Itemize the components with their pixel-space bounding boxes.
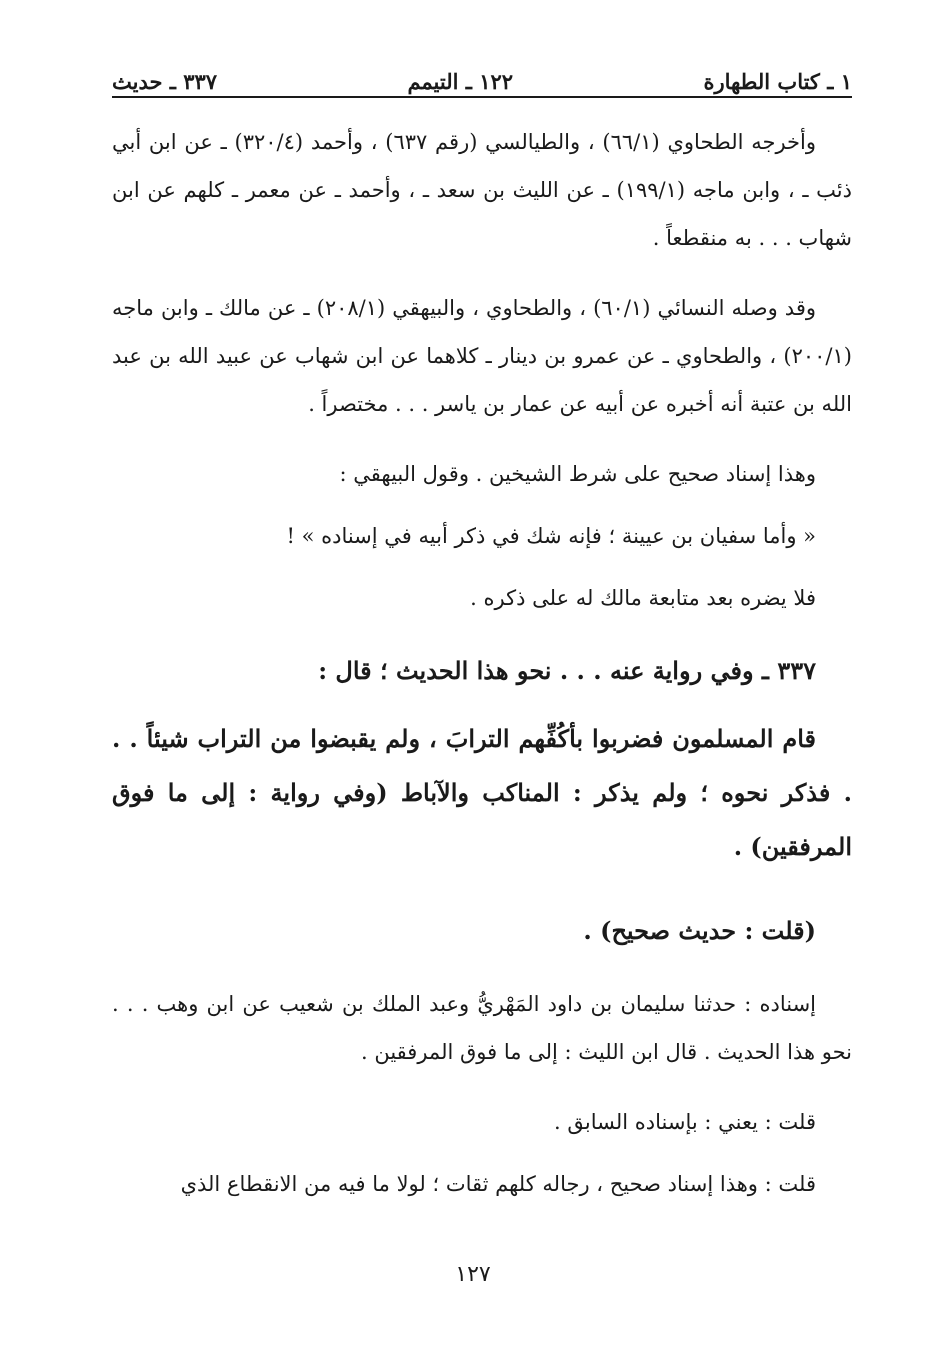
paragraph-final: قلت : وهذا إسناد صحيح ، رجاله كلهم ثقات ؛ لولا ما فيه من الانقطاع الذي — [180, 1172, 816, 1196]
page-body — [112, 118, 852, 1208]
hadith-grade: (قلت : حديث صحيح) . — [583, 916, 816, 945]
hadith-heading: ٣٣٧ ـ وفي رواية عنه . . . نحو هذا الحديث ؛ قال : — [318, 656, 816, 685]
header-hadith-number: ٣٣٧ ـ حديث — [112, 69, 218, 94]
header-rule — [112, 96, 852, 98]
paragraph-note: قلت : يعني : بإسناده السابق . — [554, 1110, 816, 1134]
hadith-text: قام المسلمون فضربوا بأكُفِّهم الترابَ ، ولم يقبضوا من التراب شيئاً . . . فذكر نحوه ؛ ولم يذكر : المناكب والآباط (وفي رواية : إلى ما فوق المرفقين) . — [112, 724, 852, 861]
running-header — [112, 58, 852, 94]
paragraph-takhrij: وأخرجه الطحاوي (٦٦/١) ، والطيالسي (رقم ٦٣٧) ، وأحمد (٣٢٠/٤) ـ عن ابن أبي ذئب ـ ، وابن ماجه (١٩٩/١) ـ عن الليث بن سعد ـ ، وأحمد ـ عن معمر ـ كلهم عن ابن شهاب . . . به منقطعاً . — [112, 130, 852, 250]
header-book-title: ١ ـ كتاب الطهارة — [703, 69, 852, 94]
paragraph-isnad: إسناده : حدثنا سليمان بن داود المَهْريُّ وعبد الملك بن شعيب عن ابن وهب . . . نحو هذا الحديث . قال ابن الليث : إلى ما فوق المرفقين . — [112, 992, 852, 1064]
page-number: ١٢٧ — [455, 1262, 491, 1287]
paragraph-wasl: وقد وصله النسائي (٦٠/١) ، والطحاوي ، والبيهقي (٢٠٨/١) ـ عن مالك ـ وابن ماجه (٢٠٠/١) ، والطحاوي ـ عن عمرو بن دينار ـ كلاهما عن ابن شهاب عن عبيد الله بن عبد الله بن عتبة أنه أخبره عن أبيه عن عمار بن ياسر . . . مختصراً . — [112, 296, 852, 416]
paragraph-isnad-sahih: وهذا إسناد صحيح على شرط الشيخين . وقول البيهقي : — [339, 462, 816, 486]
paragraph-bayhaqi-quote: « وأما سفيان بن عيينة ؛ فإنه شك في ذكر أبيه في إسناده » ! — [286, 524, 816, 548]
header-chapter-title: ١٢٢ ـ التيمم — [407, 69, 514, 94]
paragraph-mutaba: فلا يضره بعد متابعة مالك له على ذكره . — [470, 586, 816, 610]
